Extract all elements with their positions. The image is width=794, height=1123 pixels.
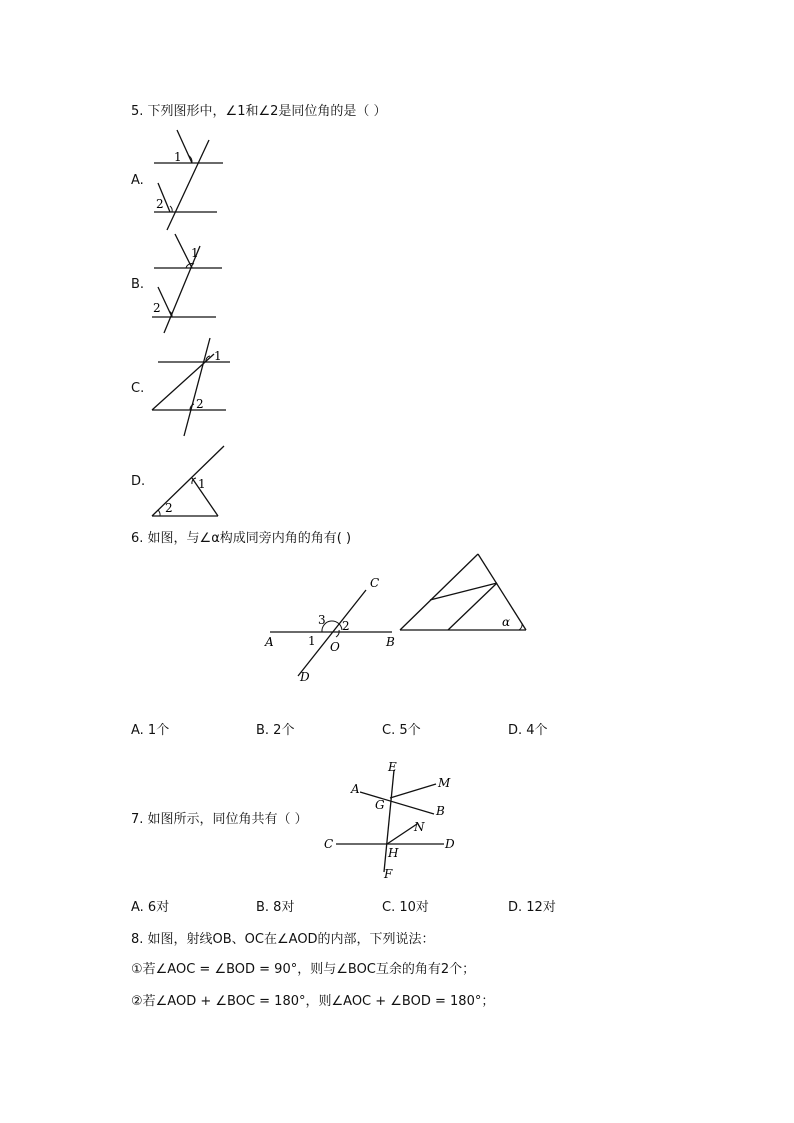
q5-option-b-figure bbox=[148, 232, 238, 336]
q6-choice-b: B. 2个 bbox=[256, 723, 295, 738]
q7-point-n: N bbox=[414, 820, 425, 834]
q7-point-g: G bbox=[375, 798, 385, 812]
q7-point-f: F bbox=[384, 867, 393, 881]
q6-point-d: D bbox=[300, 670, 310, 684]
q6-figure-intersecting-lines bbox=[262, 574, 402, 686]
q7-choice-d: D. 12对 bbox=[508, 900, 556, 915]
q5-b-mark-2: 2 bbox=[153, 301, 161, 315]
q7-point-m: M bbox=[438, 776, 451, 790]
q6-point-o: O bbox=[330, 640, 340, 654]
q6-figure-triangle bbox=[398, 550, 532, 634]
q5-a-mark-2: 2 bbox=[156, 197, 164, 211]
q5-c-mark-1: 1 bbox=[214, 349, 222, 363]
q6-choice-d: D. 4个 bbox=[508, 723, 548, 738]
q7-point-e: E bbox=[388, 760, 397, 774]
q5-option-c-label: C. bbox=[131, 381, 145, 396]
q8-stem: 8. 如图，射线OB、OC在∠AOD的内部，下列说法： bbox=[131, 932, 435, 947]
q7-point-a: A bbox=[351, 782, 360, 796]
q7-point-c: C bbox=[324, 837, 334, 851]
q8-item-1: ①若∠AOC = ∠BOD = 90°，则与∠BOC互余的角有2个； bbox=[131, 962, 476, 977]
q5-c-mark-2: 2 bbox=[196, 397, 204, 411]
q8-item-2: ②若∠AOD + ∠BOC = 180°，则∠AOC + ∠BOD = 180°； bbox=[131, 994, 495, 1009]
q5-option-a-label: A. bbox=[131, 173, 144, 188]
q5-b-mark-1: 1 bbox=[191, 246, 199, 260]
q7-stem: 7. 如图所示，同位角共有（ ） bbox=[131, 812, 308, 827]
q6-point-a: A bbox=[265, 635, 274, 649]
q6-choice-c: C. 5个 bbox=[382, 723, 421, 738]
q6-angle-1: 1 bbox=[308, 634, 316, 648]
q6-point-c: C bbox=[370, 576, 380, 590]
q5-stem: 5. 下列图形中，∠1和∠2是同位角的是（ ） bbox=[131, 104, 387, 119]
q7-point-d: D bbox=[445, 837, 455, 851]
q7-choice-b: B. 8对 bbox=[256, 900, 295, 915]
q7-figure bbox=[320, 756, 460, 882]
q5-option-c-figure bbox=[148, 336, 238, 440]
q6-stem: 6. 如图，与∠α构成同旁内角的角有( ) bbox=[131, 531, 352, 546]
q5-option-d-figure bbox=[148, 444, 238, 520]
q5-option-d-label: D. bbox=[131, 474, 146, 489]
q6-choice-a: A. 1个 bbox=[131, 723, 170, 738]
q5-option-a-figure bbox=[148, 126, 238, 232]
q7-choice-a: A. 6对 bbox=[131, 900, 170, 915]
q5-d-mark-2: 2 bbox=[165, 501, 173, 515]
q7-choice-c: C. 10对 bbox=[382, 900, 429, 915]
q6-angle-2: 2 bbox=[342, 619, 350, 633]
q6-point-b: B bbox=[386, 635, 395, 649]
q5-d-mark-1: 1 bbox=[198, 477, 206, 491]
q7-point-b: B bbox=[436, 804, 445, 818]
q7-point-h: H bbox=[388, 846, 399, 860]
q5-a-mark-1: 1 bbox=[174, 150, 182, 164]
q6-angle-alpha: α bbox=[502, 615, 511, 629]
q6-angle-3: 3 bbox=[318, 613, 326, 627]
q5-option-b-label: B. bbox=[131, 277, 145, 292]
